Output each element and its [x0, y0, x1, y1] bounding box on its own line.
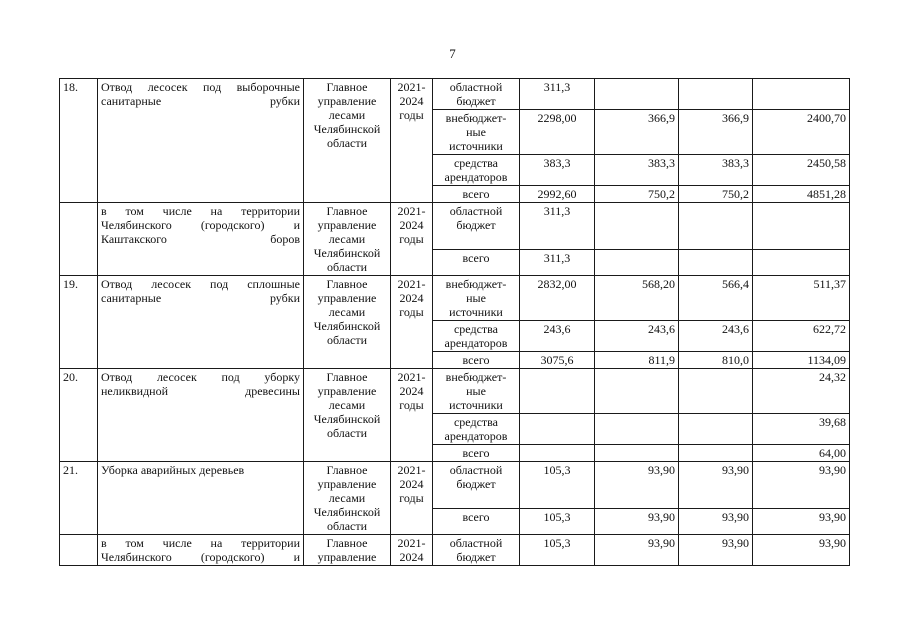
amount-cell-3: 93,90 — [679, 509, 753, 535]
activity-name: Отвод лесосек под уборку неликвидной древесины — [98, 369, 304, 462]
funding-source: средства арендаторов — [433, 155, 520, 186]
period: 2021- 2024 годы — [391, 369, 433, 462]
amount-cell-3: 810,0 — [679, 352, 753, 369]
activity-name: в том числе на территории Челябинского (городского) и Каштакского боров — [98, 203, 304, 276]
funding-source: областной бюджет — [433, 79, 520, 110]
amount-cell-4: 93,90 — [753, 509, 850, 535]
amount-cell-1 — [520, 414, 595, 445]
funding-source: областной бюджет — [433, 535, 520, 566]
table-row — [60, 535, 850, 566]
page-number: 7 — [449, 46, 456, 61]
amount-cell-2: 383,3 — [595, 155, 679, 186]
amount-cell-1: 243,6 — [520, 321, 595, 352]
amount-cell-3 — [679, 369, 753, 414]
amount-cell-4: 93,90 — [753, 535, 850, 566]
amount-cell-4 — [753, 250, 850, 276]
amount-cell-1: 311,3 — [520, 203, 595, 250]
item-number — [60, 535, 98, 566]
amount-cell-3 — [679, 414, 753, 445]
amount-cell-1: 311,3 — [520, 250, 595, 276]
amount-cell-4: 2450,58 — [753, 155, 850, 186]
amount-cell-2: 811,9 — [595, 352, 679, 369]
executor: Главное управление лесами Челябинской области — [304, 369, 391, 462]
amount-cell-1 — [520, 445, 595, 462]
amount-cell-3 — [679, 250, 753, 276]
period: 2021- 2024 годы — [391, 276, 433, 369]
amount-cell-2: 93,90 — [595, 535, 679, 566]
amount-cell-4 — [753, 203, 850, 250]
funding-source: всего — [433, 352, 520, 369]
table-row — [60, 79, 850, 110]
amount-cell-4: 4851,28 — [753, 186, 850, 203]
period: 2021- 2024 годы — [391, 79, 433, 203]
funding-source: областной бюджет — [433, 462, 520, 509]
amount-cell-1: 105,3 — [520, 509, 595, 535]
period: 2021- 2024 — [391, 535, 433, 566]
funding-source: внебюджет- ные источники — [433, 369, 520, 414]
item-number: 20. — [60, 369, 98, 462]
amount-cell-3 — [679, 445, 753, 462]
amount-cell-1: 105,3 — [520, 462, 595, 509]
amount-cell-1: 2992,60 — [520, 186, 595, 203]
funding-source: всего — [433, 509, 520, 535]
funding-source: внебюджет- ные источники — [433, 276, 520, 321]
amount-cell-4: 2400,70 — [753, 110, 850, 155]
activity-name: Уборка аварийных деревьев — [98, 462, 304, 535]
table-row — [60, 203, 850, 250]
executor: Главное управление лесами Челябинской области — [304, 203, 391, 276]
amount-cell-2: 750,2 — [595, 186, 679, 203]
amount-cell-3: 366,9 — [679, 110, 753, 155]
funding-source: средства арендаторов — [433, 321, 520, 352]
amount-cell-2 — [595, 414, 679, 445]
amount-cell-1: 2298,00 — [520, 110, 595, 155]
funding-source: всего — [433, 250, 520, 276]
funding-source: областной бюджет — [433, 203, 520, 250]
amount-cell-3: 750,2 — [679, 186, 753, 203]
amount-cell-4: 39,68 — [753, 414, 850, 445]
executor: Главное управление лесами Челябинской области — [304, 276, 391, 369]
amount-cell-4 — [753, 79, 850, 110]
amount-cell-3 — [679, 79, 753, 110]
funding-source: всего — [433, 186, 520, 203]
amount-cell-2: 243,6 — [595, 321, 679, 352]
funding-source: всего — [433, 445, 520, 462]
amount-cell-1: 383,3 — [520, 155, 595, 186]
amount-cell-2 — [595, 445, 679, 462]
amount-cell-1: 311,3 — [520, 79, 595, 110]
item-number — [60, 203, 98, 276]
period: 2021- 2024 годы — [391, 203, 433, 276]
amount-cell-1: 2832,00 — [520, 276, 595, 321]
amount-cell-1 — [520, 369, 595, 414]
item-number: 21. — [60, 462, 98, 535]
amount-cell-1: 105,3 — [520, 535, 595, 566]
amount-cell-2: 93,90 — [595, 462, 679, 509]
amount-cell-3: 93,90 — [679, 535, 753, 566]
funding-source: средства арендаторов — [433, 414, 520, 445]
amount-cell-3: 566,4 — [679, 276, 753, 321]
amount-cell-2 — [595, 250, 679, 276]
budget-table — [59, 78, 850, 566]
period: 2021- 2024 годы — [391, 462, 433, 535]
amount-cell-4: 511,37 — [753, 276, 850, 321]
amount-cell-4: 1134,09 — [753, 352, 850, 369]
executor: Главное управление лесами Челябинской области — [304, 462, 391, 535]
table-row — [60, 369, 850, 414]
activity-name: в том числе на территории Челябинского (городского) и — [98, 535, 304, 566]
item-number: 19. — [60, 276, 98, 369]
amount-cell-2: 568,20 — [595, 276, 679, 321]
item-number: 18. — [60, 79, 98, 203]
amount-cell-4: 622,72 — [753, 321, 850, 352]
amount-cell-4: 64,00 — [753, 445, 850, 462]
amount-cell-3: 243,6 — [679, 321, 753, 352]
activity-name: Отвод лесосек под выборочные санитарные рубки — [98, 79, 304, 203]
amount-cell-2: 366,9 — [595, 110, 679, 155]
amount-cell-3: 93,90 — [679, 462, 753, 509]
executor: Главное управление лесами Челябинской области — [304, 79, 391, 203]
amount-cell-2: 93,90 — [595, 509, 679, 535]
executor: Главное управление — [304, 535, 391, 566]
table-row — [60, 276, 850, 321]
amount-cell-2 — [595, 369, 679, 414]
amount-cell-4: 93,90 — [753, 462, 850, 509]
amount-cell-3 — [679, 203, 753, 250]
amount-cell-2 — [595, 203, 679, 250]
funding-source: внебюджет- ные источники — [433, 110, 520, 155]
amount-cell-2 — [595, 79, 679, 110]
amount-cell-1: 3075,6 — [520, 352, 595, 369]
amount-cell-4: 24,32 — [753, 369, 850, 414]
amount-cell-3: 383,3 — [679, 155, 753, 186]
table-row — [60, 462, 850, 509]
activity-name: Отвод лесосек под сплошные санитарные рубки — [98, 276, 304, 369]
